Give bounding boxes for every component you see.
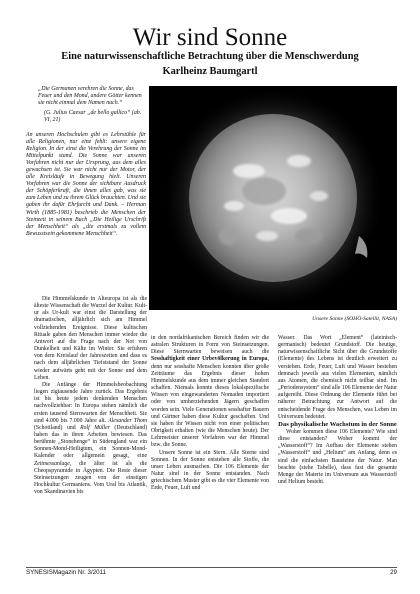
paragraph xyxy=(151,335,269,450)
sun-photo-icon xyxy=(149,86,397,310)
paragraph xyxy=(34,382,147,497)
text-run: (Schottland) und xyxy=(34,424,81,431)
text-run: Die Anfänge der Himmelsbeobachtung liegen zigtausende Jahre zurück. Das Ergebnis ist bis heute jedem denkenden Menschen nachvollziehbar: In Europa stehen nämlich die ersten tausend Sternwarten der Menschheit. Sie sind 4.000 bis 7.000 Jahre alt. xyxy=(34,381,147,424)
article-title: Wir sind Sonne xyxy=(132,24,288,51)
footer-divider xyxy=(26,567,397,568)
term-zeitmessanlage: Zeitmessanlage xyxy=(34,460,70,467)
quote-text: „Die Germanen verehren die Sonne, das Feuer und den Mond, andere Götter kennen sie nicht einmal dem Namen nach.“ xyxy=(38,86,142,106)
paragraph: Die Himmelskunde in Alteuropa ist als die älteste Wissenschaft die Wurzel der Kultur. Kult-ur als Ur-kult war einst die Darstellung der dramatischen, alljährlich sich am Himmel vollziehenden Ereignisse. Diese kultischen Rituale gaben den Menschen immer wieder die Antwort auf die Frage nach der Not von Dunkelheit und Kälte im Winter. Sie erfuhren von dem Kreislauf der Jahreszeiten und dass es nach dem alljährlichen Tiefststand der Sonne wieder aufwärts geht mit der Sonne und dem Leben. xyxy=(34,296,147,381)
sun-photo xyxy=(149,86,397,310)
paragraph: Wasser. Das Wort „Element“ (lateinisch-germanisch) bedeutet Grundstoff. Die heutige, naturwissenschaftliche Sicht über die Grundstoffe (Elemente) des Lebens ist deutlich erweitert zu verstehen. Erde, Feuer, Luft und Wasser bestehen demnach jeweils aus vielen Elementen, nämlich aus Atomen, die chemisch nicht teilbar sind. Im „Periodensystem“ sind alle 106 Elemente der Natur aufgereiht. Diese Ordnung der Elemente führt bei näherer Betrachtung zur Antwort auf die entscheidende Frage des Menschen, was Leben im Universum bedeutet. xyxy=(278,335,397,420)
paragraph: Woher kommen diese 106 Elemente? Wie sind diese entstanden? Woher kommt der „Wasserstoff“? Im Aufbau der Elemente stehen „Wasserstoff“ und „Helium“ am Anfang, denn es sind die einfachsten Bausteine der Natur. Man beachte (siehe Tabelle), dass fast die gesamte Menge der Materie im Universum aus Wasserstoff und Helium besteht. xyxy=(278,428,397,485)
text-run: , denn nur sesshafte Menschen konnten über große Zeiträume das Ergebnis dieser hohen Himmelskunde aus dem immer gleichen Standort schaffen. Niemals konnte dieses lokalspezifische Wissen von eingewanderten Nomaden importiert oder von umherziehenden Jägern geschaffen worden sein. Viele Generationen sesshafter Bauern und Gärtner haben diese Kultur geschaffen. Und sie haben ihr Wissen nicht von einer politischen Obrigkeit erhalten (wie die Menschen heute). Der Lehrmeister unserer Vorfahren war der Himmel bzw. die Sonne. xyxy=(151,356,269,449)
photo-caption: Unsere Sonne (SOHO-Satellit, NASA) xyxy=(312,316,397,322)
name-mueller: Rolf Müller xyxy=(80,424,110,431)
name-thom: Alexander Thom xyxy=(108,417,147,424)
paragraph: Unsere Sonne ist ein Stern. Alle Sterne sind Sonnen. In der Sonne entstehen alle Stoffe, die unser Leben ausmachen. Die 106 Elemente der Natur sind in der Sonne entstanden. Nach griechischem Muster gibt es die vier Elemente von Erde, Feuer, Luft und xyxy=(151,449,269,492)
intro-paragraph: An unseren Hochschulen gibt es Lehrstühle für alle Religionen, nur eine fehlt: unsere eigene Religion. In der einst die Verehrung der Sonne im Mittelpunkt stand. Die Sonne war unseren Vorfahren nicht nur der Ursprung, aus dem alles gewachsen ist. Sie war nicht nur der Motor, der alle Kreisläufe in Bewegung hielt. Unseren Vorfahren war die Sonne der sichtbare Ausdruck der Schöpferkraft, die ihnen alles gab, was sie zum Leben und zu ihrem Glück brauchten. Und sie gaben ihr dafür Ehrfurcht und Dank. – Herman Wirth (1885-1981) beschrieb die Menschen der Steinzeit in seinem Buch „Die Heilige Urschrift der Menschheit“ als „die erstmals zu vollem Bewusstsein gekommene Menschheit“. xyxy=(26,132,146,237)
article-author: Karlheinz Baumgartl xyxy=(162,66,258,77)
article-subtitle: Eine naturwissenschaftliche Betrachtung über die Menschwerdung xyxy=(61,51,359,62)
body-column-3 xyxy=(278,335,397,486)
body-column-2 xyxy=(151,335,269,492)
text-run: (Deutschland) haben das in ihren Arbeiten bewiesen. Das berühmte „Stonehenge“ in Südengland war ein Sonnen-Mond-Heiligtum, ein Sonnen-Mond-Kalender oder allgemein gesagt, eine xyxy=(34,424,147,460)
epigraph-quote xyxy=(38,86,146,124)
section-heading: Das physikalische Wachstum in der Sonne xyxy=(278,420,397,428)
emphasis: Sesshaftigkeit einer Urbevölkerung in Europa xyxy=(151,356,268,363)
text-run: in den nordafrikanischen Bereich finden wir die astralen Strukturen in Form von Steinsetzungen. Diese Sternwarten beweisen auch die xyxy=(151,335,269,356)
quote-source: (G. Julius Caesar „de bello gallico“ (ab. VI, 21) xyxy=(44,110,142,123)
footer-magazine: SYNESISMagazin Nr. 3/2011 xyxy=(26,569,107,576)
page-number: 29 xyxy=(390,569,397,576)
text-run: , die älter ist als die Cheopspyramide in Ägypten. Die Reste dieser Steinsetzungen zeugen von der einstigen Hochkultur Germaniens. Vom Ural bis Atlantik, von Skandinavien bis xyxy=(34,460,147,496)
body-column-1 xyxy=(34,296,147,496)
